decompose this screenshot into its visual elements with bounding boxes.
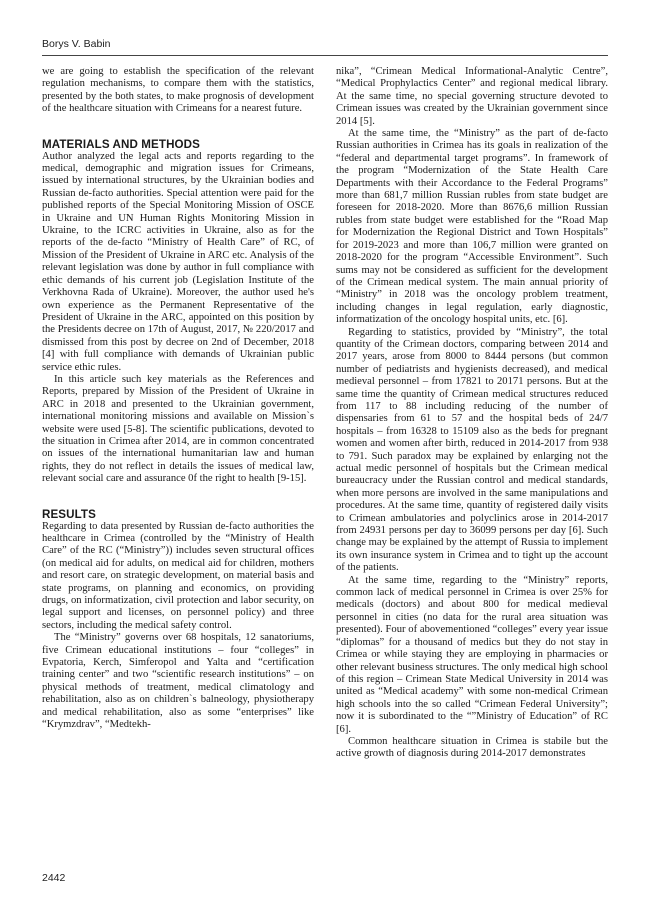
methods-paragraph-1: Author analyzed the legal acts and reports regarding to the medical, demographic and migration issues for Crimeans, issued by international structures, by the Ukrainian bodies and Russian de-facto authorities. Special attention were paid for the published reports of the Special Monitoring Mission of OSCE in Ukraine and UN Human Rights Monitoring Mission in Ukraine, to the ICRC activities in Ukraine, also as for the reports of the de-facto “Ministry of Health Care” of RC, of Mission of the President of Ukraine in ARC etc. Analysis of the relevant legislation was done by author in full compliance with ethic demands of his current job (Legislation Institute of the Verkhovna Rada of Ukraine). Moreover, the author used he's own experience as the Permanent Representative of the President of Ukraine in the ARC, appointed on this position by the Presidents decree on 17th of August, 2017, № 220/2017 and dismissed from this post by decree on 2nd of December, 2018 [4] with full compliance with demands of Ukrainian public service ethic rules. <box>42 150 314 373</box>
methods-paragraph-2: In this article such key materials as the References and Reports, prepared by Mission of the President of Ukraine in ARC in 2018 and presented to the Ukrainian government, international monitoring missions and available on Mission`s website were used [5-8]. The scientific publications, devoted to the situation in Crimea after 2014, are in common concentrated on issues of the international humanitarian law and human rights, they do not reflect in details the issues of medical law, relevant social care and assurance 0f the right to health [9-15]. <box>42 373 314 485</box>
results-paragraph-1: Regarding to data presented by Russian de-facto authorities the healthcare in Crimea (controlled by the “Ministry of Health Care” of the RC (“Ministry”)) includes seven structural offices (on medical aid for adults, on medical aid for children, mothers and resort care, on strategic development, on material basis and state programs, on planning and economics, on providing drugs, on informatization, civil protection and labor security, on legal support and licenses, on personnel policy) and three sectors, including the medical safety control. <box>42 520 314 631</box>
left-column <box>42 66 314 732</box>
right-column <box>336 66 608 761</box>
results-paragraph-2: The “Ministry” governs over 68 hospitals, 12 sanatoriums, five Crimean educational institutions – four “colleges” in Evpatoria, Kerch, Simferopol and Yalta and “certification training center” and two “scientific research institutions” – on physical methods of treatment, medical climatology and rehabilitation, also as on children`s balneology, physiotherapy and medical rehabilitation, also as some “enterprises” like “Krymzdrav”, “Medtekh- <box>42 632 314 731</box>
right-paragraph-2: Regarding to statistics, provided by “Ministry”, the total quantity of the Crimean doctors, comparing between 2014 and 2017 years, arose from 8000 to 8444 persons (but common number of pediatrists and hygienists decreased), and medical medieval personnel – from 17821 to 20171 persons. But at the same time the quantity of Crimean medical structures reduced from 117 to 88 including reducing of the number of dispensaries from 61 to 57 and the hospital beds of 24/7 hospitals – from 16328 to 15109 also as the beds for pregnant women and women after birth, reduced in 2014-2017 from 938 to 791. Such paradox may be explained by enlarging not the actual medic personnel of hospitals but the Crimean medical bureaucracy under the Russian control and medical standards, when more persons are involved in the same manipulations and procedures. At the same time, quantity of registered daily visits to Crimean ambulatories and polyclinics arose in 2014-2017 from 24931 persons per day to 36099 persons per day [6]. Such change may be explained by the attempt of Russia to implement its own insurance system in Crimea and to tight up the account of the patients. <box>336 326 608 574</box>
running-head-author: Borys V. Babin <box>42 38 111 50</box>
header-rule <box>42 55 608 56</box>
right-paragraph-3: At the same time, regarding to the “Ministry” reports, common lack of medical personnel in Crimea is over 25% for medicals (doctors) and about 800 for medical medieval personnel in cities (no data for the rural area situation was presented). Four of abovementioned “colleges” every year issue “diplomas” for a thousand of medics but they do not stay in Crimea or while staying they are employing in pharmacies or other relevant business structures. The only medical high school of this region – Crimean State Medical University in 2014 was united as “Medical academy” with some non-medical Crimean high schools into the so called “Crimean Federal University”; now it is subordinated to the “”Ministry of Education” of RC [6]. <box>336 574 608 735</box>
right-continuation-paragraph: nika”, “Crimean Medical Informational-Analytic Centre”, “Medical Prophylactics Center” and regional medical library. At the same time, no special governing structure devoted to Crimean issues was created by the Ukrainian government since 2014 [5]. <box>336 66 608 127</box>
results-heading: RESULTS <box>42 507 96 521</box>
right-paragraph-1: At the same time, the “Ministry” as the part of de-facto Russian authorities in Crimea has its goals in realization of the “federal and departmental target programs”. In framework of the program “Modernization of the State Health Care Departments with their Accordance to the Federal Programs” more than 681,7 million Russian rubles from state budget are foreseen for 2018-2020. More than 8676,6 million Russian rubles from state budget were established for the “Road Map for Modernization the Regional District and Town Hospitals” for 2019-2023 and more than 106,7 million were granted on 2018-2020 for the program “Accessible Environment”. Such sums may not be considered as sufficient for the development of the Crimean medical system. The main annual priority of “Ministry” in 2018 was the oncology problem treatment, including changes in legal regulation, early diagnostic, informatization of the oncology hospital units, etc. [6]. <box>336 128 608 326</box>
page-number: 2442 <box>42 872 66 884</box>
methods-heading: MATERIALS AND METHODS <box>42 137 200 151</box>
intro-paragraph: we are going to establish the specification of the relevant regulation mechanisms, to compare them with the statistics, presented by the both states, to make prognosis of development of the healthcare situation with Crimeans for a nearest future. <box>42 66 314 115</box>
right-paragraph-4: Common healthcare situation in Crimea is stabile but the active growth of diagnosis during 2014-2017 demonstrates <box>336 735 608 760</box>
